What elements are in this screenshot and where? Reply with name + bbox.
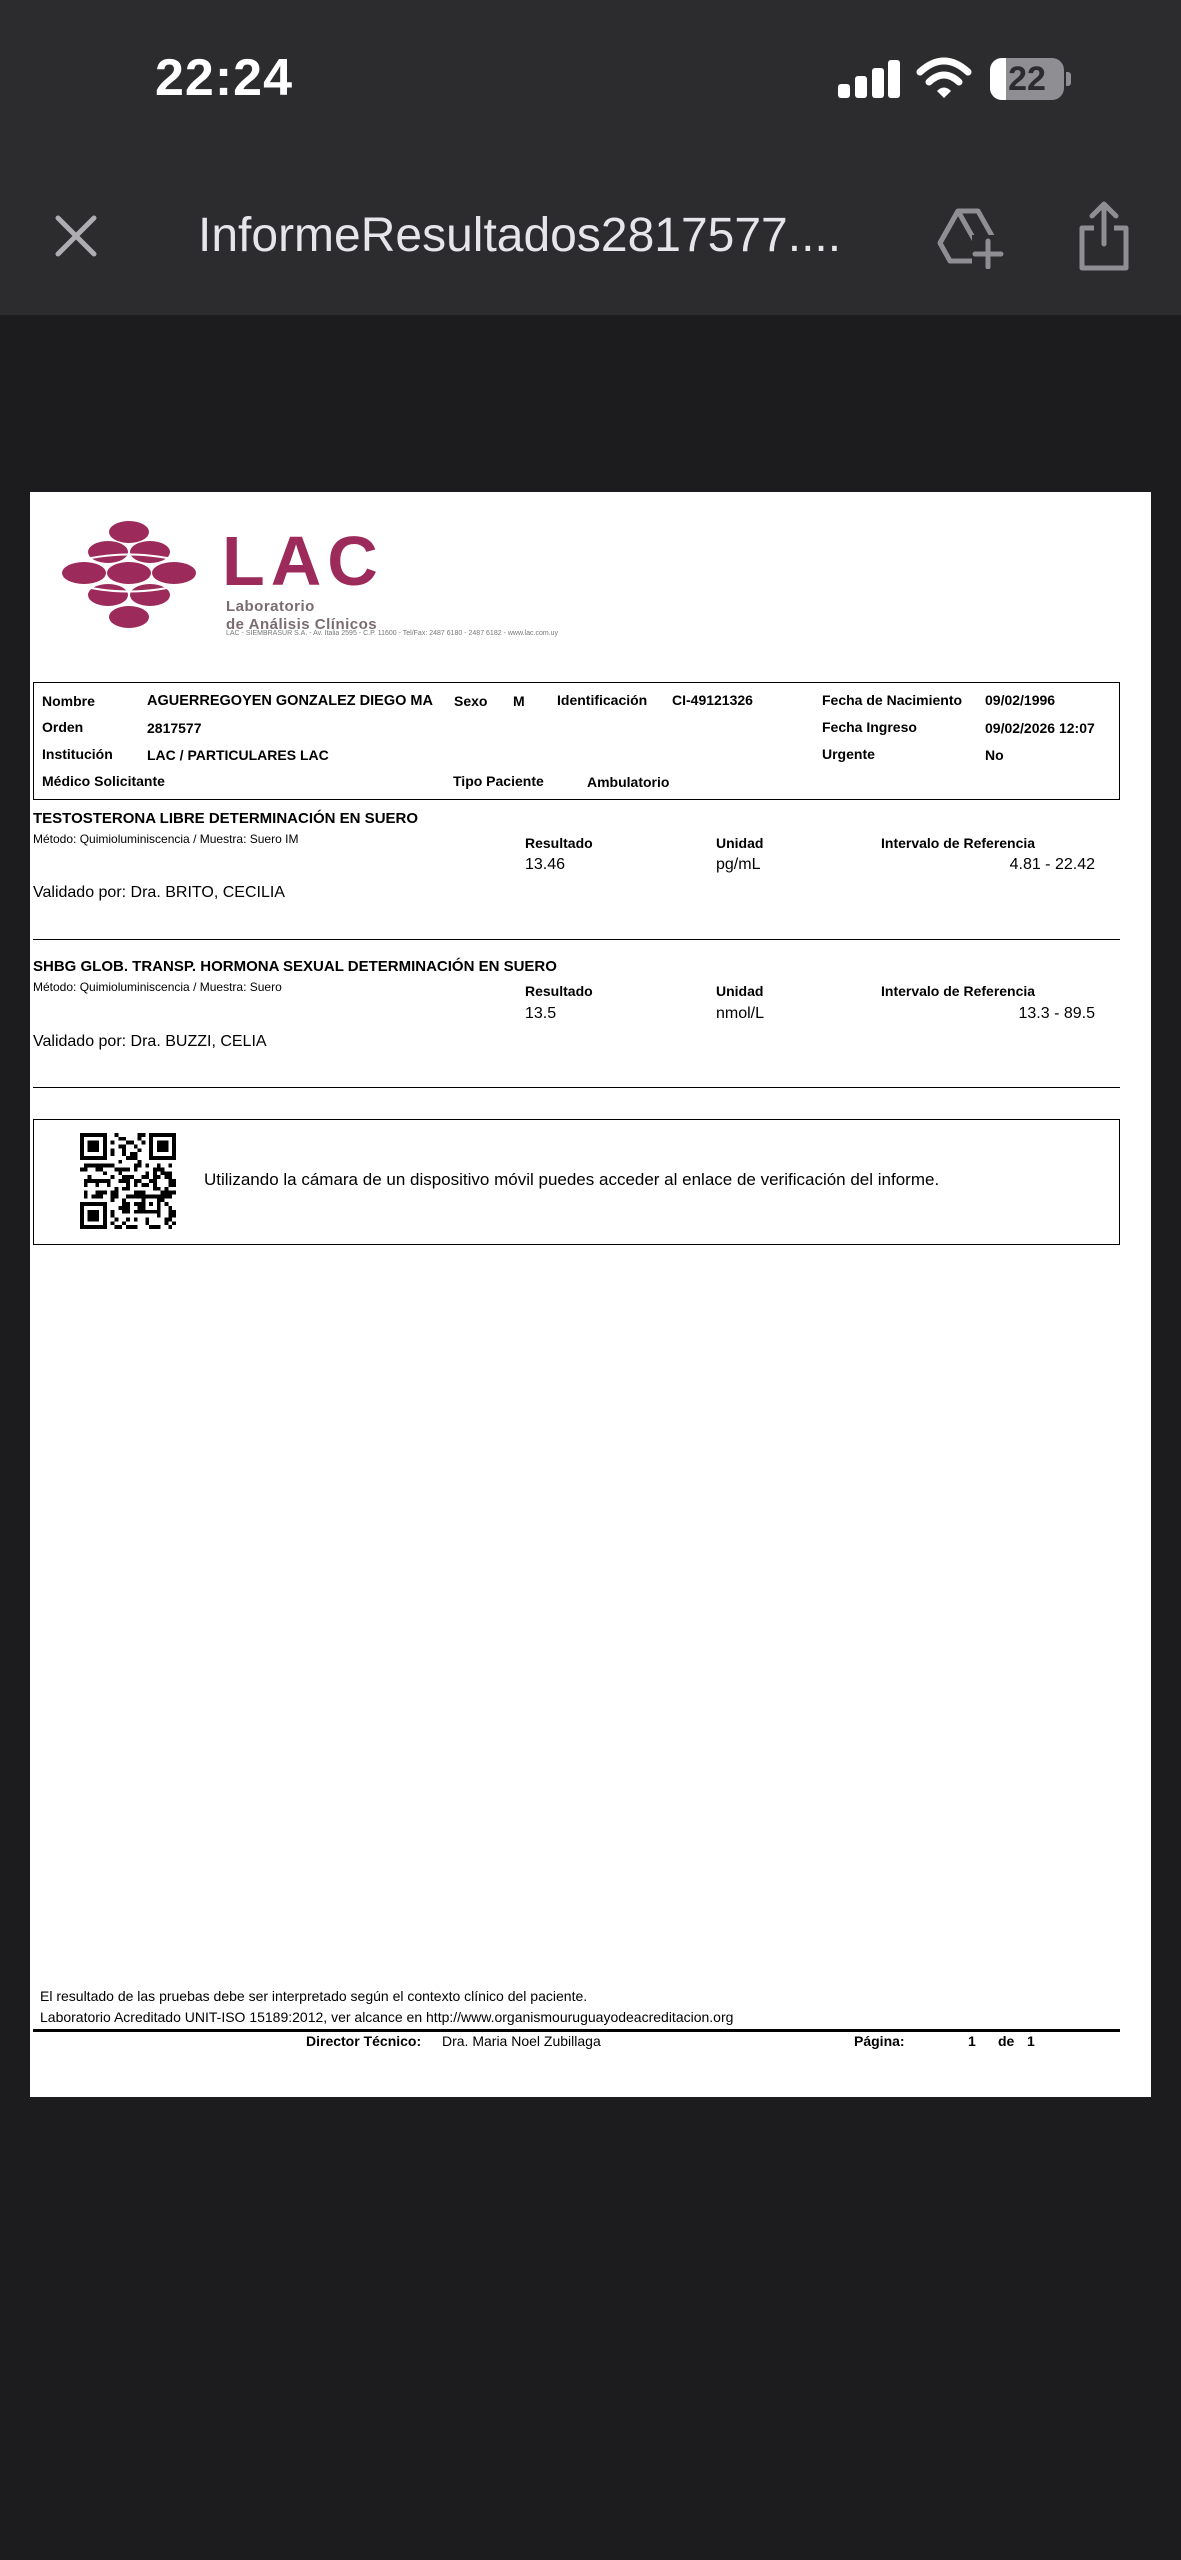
pagina-label: Página:	[854, 2033, 905, 2049]
urgente-label: Urgente	[822, 746, 875, 762]
battery-indicator	[990, 58, 1070, 100]
accreditation-note: Laboratorio Acreditado UNIT-ISO 15189:2012, ver alcance en http://www.organismouruguayodeacreditacion.org	[40, 2009, 734, 2025]
validated-by: Validado por: Dra. BUZZI, CELIA	[33, 1033, 267, 1050]
unit-value: nmol/L	[716, 1005, 765, 1022]
identificacion-value: CI-49121326	[672, 692, 753, 708]
director-name: Dra. Maria Noel Zubillaga	[442, 2033, 601, 2049]
qr-instruction: Utilizando la cámara de un dispositivo móvil puedes acceder al enlace de verificación del informe.	[204, 1170, 940, 1189]
test-title: TESTOSTERONA LIBRE DETERMINACIÓN EN SUERO	[33, 810, 419, 827]
add-to-drive-icon[interactable]	[936, 205, 1004, 269]
fecha-ingreso-value: 09/02/2026 12:07	[985, 720, 1095, 736]
reference-value: 4.81 - 22.42	[1009, 856, 1095, 873]
lac-logo-icon	[60, 520, 198, 630]
test-title: SHBG GLOB. TRANSP. HORMONA SEXUAL DETERMINACIÓN EN SUERO	[33, 958, 557, 975]
reference-header: Intervalo de Referencia	[881, 983, 1036, 999]
battery-percent: 22	[1008, 60, 1046, 98]
fecha-ingreso-label: Fecha Ingreso	[822, 719, 917, 735]
footer-divider	[33, 2029, 1120, 2032]
sexo-label: Sexo	[454, 693, 488, 709]
unit-header: Unidad	[716, 835, 764, 851]
top-bar	[0, 0, 1181, 315]
nombre-label: Nombre	[42, 693, 95, 709]
status-time: 22:24	[155, 49, 293, 107]
orden-value: 2817577	[147, 720, 202, 736]
qr-code-icon[interactable]	[80, 1133, 176, 1229]
tipo-paciente-value: Ambulatorio	[587, 774, 670, 790]
lac-logo-text: LAC	[222, 522, 384, 600]
cellular-signal-icon	[838, 60, 900, 98]
test-method: Método: Quimioluminiscencia / Muestra: Suero IM	[33, 832, 299, 846]
tipo-paciente-label: Tipo Paciente	[453, 773, 544, 789]
divider	[33, 1087, 1120, 1088]
reference-header: Intervalo de Referencia	[881, 835, 1036, 851]
page-total: 1	[1027, 2033, 1035, 2049]
divider	[33, 939, 1120, 940]
unit-value: pg/mL	[716, 856, 761, 873]
sexo-value: M	[513, 693, 525, 709]
qr-verification-box	[33, 1119, 1120, 1245]
validated-by: Validado por: Dra. BRITO, CECILIA	[33, 884, 285, 901]
result-value: 13.5	[525, 1005, 557, 1022]
test-method: Método: Quimioluminiscencia / Muestra: Suero	[33, 980, 282, 994]
logo-subtitle: Laboratorio de Análisis Clínicos	[226, 598, 378, 633]
share-icon[interactable]	[1076, 200, 1132, 272]
reference-value: 13.3 - 89.5	[1018, 1005, 1095, 1022]
identificacion-label: Identificación	[557, 692, 648, 708]
unit-header: Unidad	[716, 983, 764, 999]
nombre-value: AGUERREGOYEN GONZALEZ DIEGO MA	[147, 693, 433, 709]
institucion-label: Institución	[42, 746, 113, 762]
fecha-nacimiento-value: 09/02/1996	[985, 692, 1056, 708]
document-title: InformeResultados2817577....	[198, 209, 842, 262]
footer-note: El resultado de las pruebas debe ser interpretado según el contexto clínico del paciente.	[40, 1988, 588, 2004]
document-page	[30, 492, 1151, 2097]
page-number: 1	[968, 2033, 976, 2049]
logo-address: LAC - SIEMBRASUR S.A. - Av. Italia 2595 - C.P. 11600 - Tel/Fax: 2487 6180 - 2487 6182 - www.lac.com.uy	[226, 630, 559, 637]
result-header: Resultado	[525, 983, 593, 999]
wifi-icon	[916, 56, 972, 100]
medico-label: Médico Solicitante	[42, 773, 165, 789]
close-icon[interactable]	[46, 206, 106, 266]
urgente-value: No	[985, 747, 1004, 763]
fecha-nacimiento-label: Fecha de Nacimiento	[822, 692, 963, 708]
patient-info-box	[33, 682, 1120, 800]
director-label: Director Técnico:	[306, 2033, 422, 2049]
institucion-value: LAC / PARTICULARES LAC	[147, 747, 329, 763]
result-value: 13.46	[525, 856, 566, 873]
orden-label: Orden	[42, 719, 84, 735]
de-label: de	[998, 2033, 1015, 2049]
result-header: Resultado	[525, 835, 593, 851]
